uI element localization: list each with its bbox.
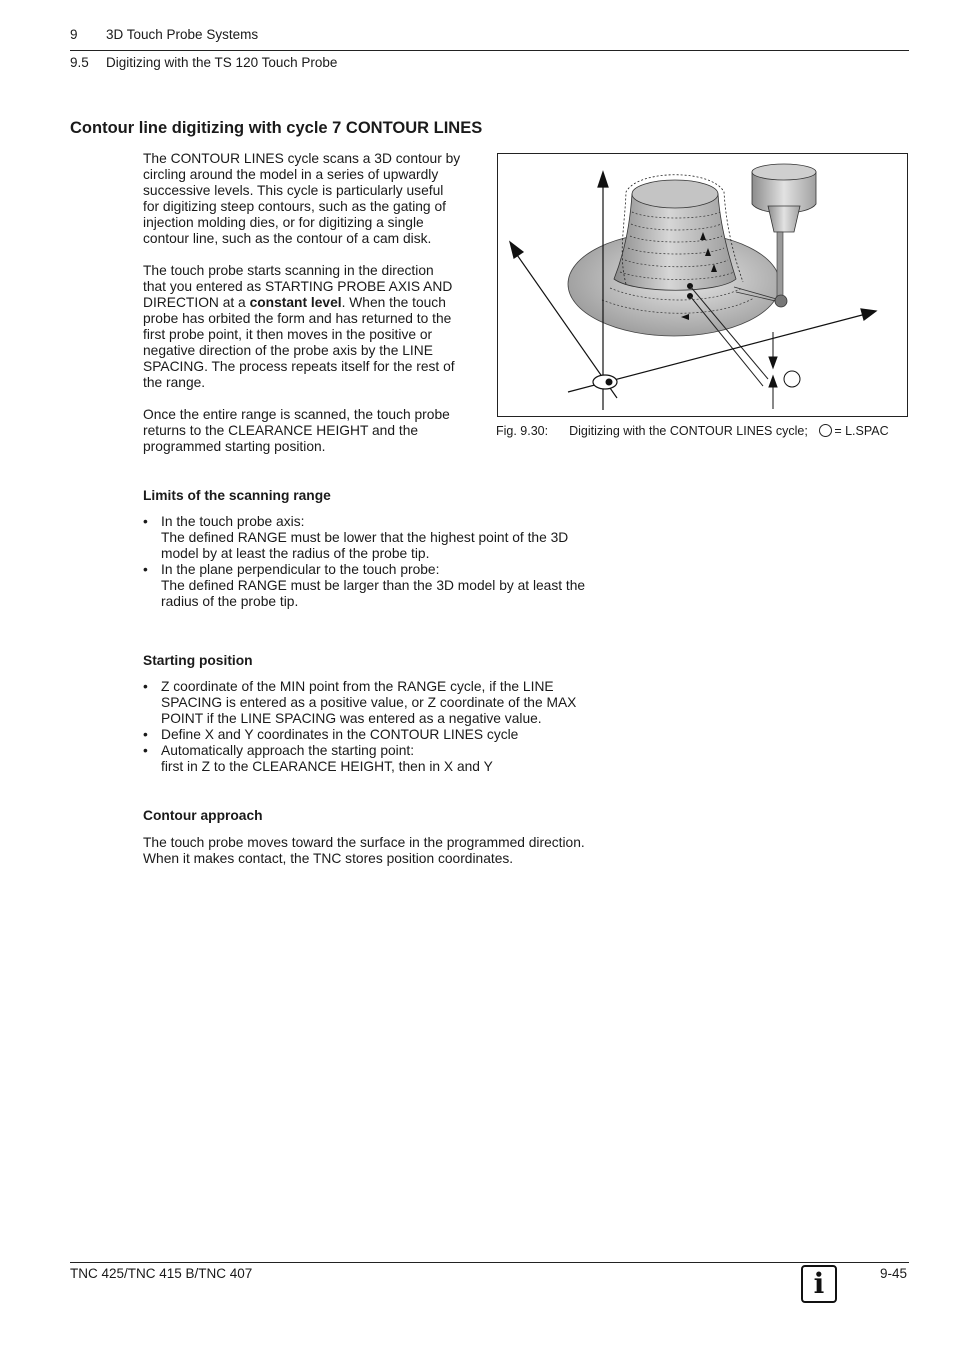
header-chapter-number: 9	[70, 27, 78, 42]
starting-position-list	[143, 679, 576, 775]
figure-illustration	[498, 154, 907, 416]
text-line: SPACING. The process repeats itself for the rest of	[143, 359, 455, 374]
text-line: circling around the model in a series of upwardly	[143, 167, 439, 182]
list-item-head: Define X and Y coordinates in the CONTOUR LINES cycle	[161, 727, 519, 742]
figure-label: Fig. 9.30:	[496, 424, 549, 438]
page-number: 9-45	[880, 1266, 908, 1281]
text-line: The touch probe starts scanning in the direction	[143, 263, 434, 278]
bullet-icon: •	[143, 562, 148, 577]
header-section-title: Digitizing with the TS 120 Touch Probe	[106, 55, 338, 70]
footer-rule	[70, 1262, 909, 1263]
text-line: injection molding dies, or for digitizing a single	[143, 215, 424, 230]
text-line: Once the entire range is scanned, the touch probe	[143, 407, 450, 422]
list-item-head: Automatically approach the starting point:	[161, 743, 415, 758]
intro-paragraph-1	[143, 151, 460, 247]
list-item-line: model by at least the radius of the probe tip.	[161, 546, 430, 561]
text-line: The touch probe moves toward the surface in the programmed direction.	[143, 835, 585, 850]
l-spac-symbol	[784, 371, 800, 387]
section-title: Contour line digitizing with cycle 7 CONTOUR LINES	[70, 119, 483, 137]
text-line: that you entered as STARTING PROBE AXIS AND	[143, 279, 453, 294]
origin-dot	[606, 379, 613, 386]
list-item-head: Z coordinate of the MIN point from the RANGE cycle, if the LINE	[161, 679, 554, 694]
list-item-line: The defined RANGE must be lower that the highest point of the 3D	[161, 530, 569, 545]
intro-paragraph-3	[143, 407, 450, 455]
bullet-icon: •	[143, 514, 148, 529]
text-line: successive levels. This cycle is particularly useful	[143, 183, 444, 198]
figure-caption	[496, 424, 889, 438]
list-item-line: SPACING is entered as a positive value, or Z coordinate of the MAX	[161, 695, 577, 710]
text-run: . When the touch	[341, 295, 446, 310]
origin-marker	[593, 375, 617, 389]
emphasis-constant-level: constant level	[249, 295, 342, 310]
list-item-line: The defined RANGE must be larger than the 3D model by at least the	[161, 578, 586, 593]
text-line: the range.	[143, 375, 206, 390]
intro-paragraph-2	[143, 263, 455, 391]
info-icon: i	[801, 1265, 837, 1303]
list-item-line: radius of the probe tip.	[161, 594, 299, 609]
figure-symbol-text: = L.SPAC	[834, 424, 889, 438]
limits-list	[143, 514, 585, 610]
list-item-head: In the touch probe axis:	[161, 514, 305, 529]
bullet-icon: •	[143, 727, 148, 742]
list-item-head: In the plane perpendicular to the touch probe:	[161, 562, 440, 577]
contour-approach-paragraph	[143, 835, 585, 867]
text-line: contour line, such as the contour of a cam disk.	[143, 231, 432, 246]
contour-approach-heading: Contour approach	[143, 808, 263, 823]
model-top	[632, 180, 718, 208]
text-line: The CONTOUR LINES cycle scans a 3D contour by	[143, 151, 461, 166]
text-line: probe has orbited the form and has returned to the	[143, 311, 452, 326]
figure-caption-text: Digitizing with the CONTOUR LINES cycle;	[569, 424, 808, 438]
line-spacing-dimension	[769, 332, 777, 409]
text-line: for digitizing steep contours, such as the gating of	[143, 199, 446, 214]
text-line: negative direction of the probe axis by the LINE	[143, 343, 433, 358]
bullet-icon: •	[143, 743, 148, 758]
text-line: programmed starting position.	[143, 439, 326, 454]
list-item-line: first in Z to the CLEARANCE HEIGHT, then in X and Y	[161, 759, 493, 774]
list-item-line: POINT if the LINE SPACING was entered as a negative value.	[161, 711, 542, 726]
bullet-icon: •	[143, 679, 148, 694]
limits-heading: Limits of the scanning range	[143, 488, 331, 503]
footer-models: TNC 425/TNC 415 B/TNC 407	[70, 1266, 253, 1281]
header-section-number: 9.5	[70, 55, 89, 70]
list-item	[143, 679, 576, 727]
text-line-mixed	[143, 295, 455, 311]
header-chapter-title: 3D Touch Probe Systems	[106, 27, 259, 42]
list-item	[143, 562, 585, 610]
figure-contour-lines	[497, 153, 908, 417]
text-run: DIRECTION at a	[143, 295, 250, 310]
starting-position-heading: Starting position	[143, 653, 253, 668]
circle-symbol-icon	[819, 424, 832, 437]
list-item	[143, 514, 585, 562]
list-item	[143, 727, 576, 743]
header-rule	[70, 50, 909, 51]
text-line: When it makes contact, the TNC stores position coordinates.	[143, 851, 514, 866]
list-item	[143, 743, 576, 775]
text-line: returns to the CLEARANCE HEIGHT and the	[143, 423, 419, 438]
text-line: first probe point, it then moves in the positive or	[143, 327, 433, 342]
